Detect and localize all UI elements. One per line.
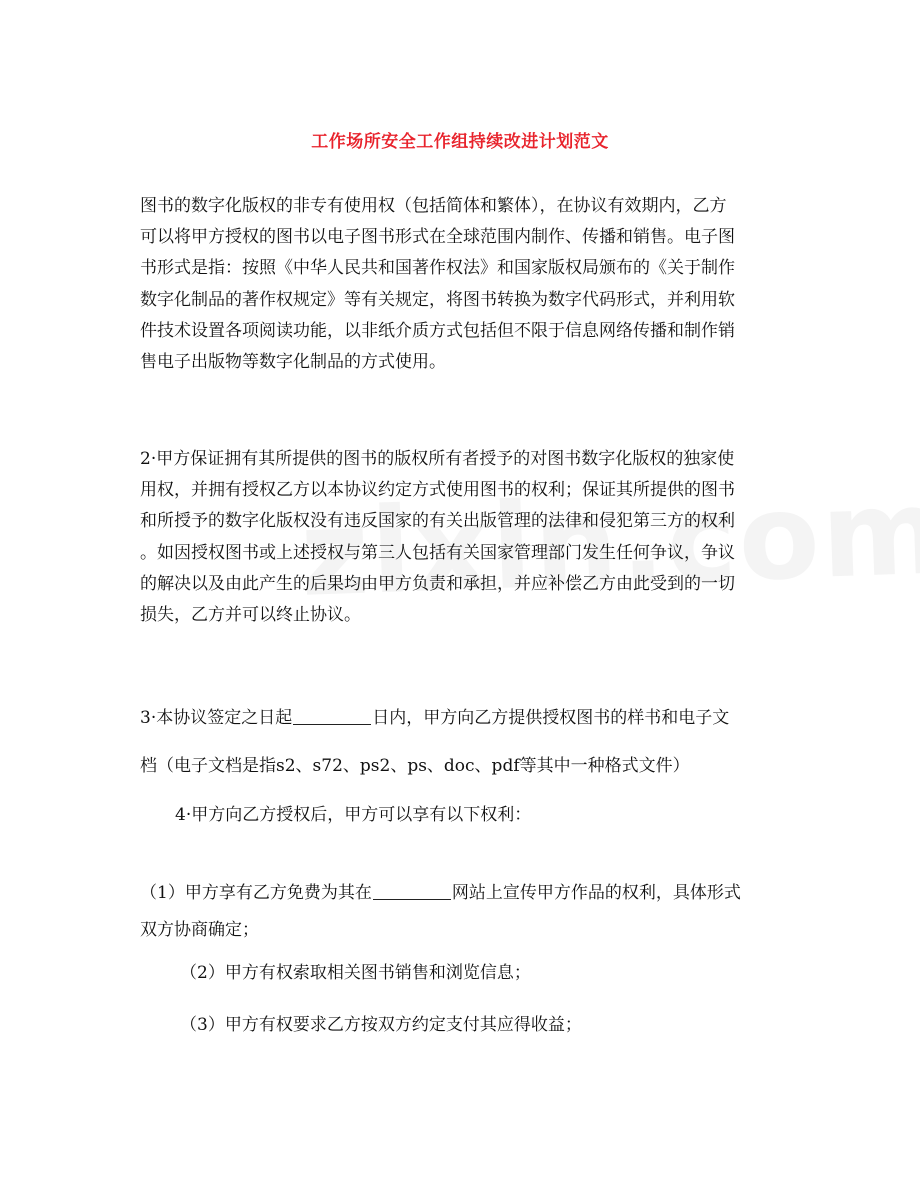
list-item-3-text: （3）甲方有权要求乙方按双方约定支付其应得收益； xyxy=(180,1015,582,1035)
paragraph-1 xyxy=(140,191,790,378)
paragraph-5-line: 双方协商确定； xyxy=(140,920,259,940)
paragraph-1-line: 数字化制品的著作权规定》等有关规定，将图书转换为数字代码形式，并利用软 xyxy=(140,289,735,310)
blank-website-field xyxy=(373,883,451,900)
paragraph-3-text-after-blank: 日内，甲方向乙方提供授权图书的样书和电子文 xyxy=(372,708,730,728)
paragraph-1-line: 件技术设置各项阅读功能，以非纸介质方式包括但不限于信息网络传播和制作销 xyxy=(140,320,735,341)
paragraph-3-line: 档（电子文档是指s2、s72、ps2、ps、doc、pdf等其中一种格式文件） xyxy=(140,756,690,776)
paragraph-2-line: 2·甲方保证拥有其所提供的图书的版权所有者授予的对图书数字化版权的独家使 xyxy=(140,449,735,469)
paragraph-1-line: 售电子出版物等数字化制品的方式使用。 xyxy=(140,351,446,372)
paragraph-5-text-before-blank: （1）甲方享有乙方免费为其在 xyxy=(140,883,372,903)
paragraph-3 xyxy=(140,703,790,799)
paragraph-5 xyxy=(140,878,790,952)
paragraph-2-line: 损失，乙方并可以终止协议。 xyxy=(140,604,361,625)
blank-days-field xyxy=(293,708,371,725)
paragraph-1-line: 书形式是指：按照《中华人民共和国著作权法》和国家版权局颁布的《关于制作 xyxy=(140,258,735,279)
paragraph-2-line: 用权，并拥有授权乙方以本协议约定方式使用图书的权利；保证其所提供的图书 xyxy=(140,480,735,501)
paragraph-3-line xyxy=(140,703,790,751)
list-item-3 xyxy=(180,1010,830,1041)
list-item-2-text: （2）甲方有权索取相关图书销售和浏览信息； xyxy=(180,963,531,983)
list-item-2 xyxy=(180,958,830,989)
paragraph-2 xyxy=(140,444,790,631)
document-title: 工作场所安全工作组持续改进计划范文 xyxy=(311,132,609,152)
paragraph-2-line: 的解决以及由此产生的后果均由甲方负责和承担，并应补偿乙方由此受到的一切 xyxy=(140,573,735,594)
paragraph-1-line: 图书的数字化版权的非专有使用权（包括简体和繁体），在协议有效期内，乙方 xyxy=(140,196,727,216)
paragraph-4 xyxy=(175,800,825,831)
paragraph-1-line: 可以将甲方授权的图书以电子图书形式在全球范围内制作、传播和销售。电子图 xyxy=(140,227,735,248)
paragraph-5-text-after-blank: 网站上宣传甲方作品的权利，具体形式 xyxy=(451,883,741,903)
paragraph-3-text-before-blank: 3·本协议签定之日起 xyxy=(140,708,293,728)
paragraph-2-line: 和所授予的数字化版权没有违反国家的有关出版管理的法律和侵犯第三方的权利 xyxy=(140,511,735,532)
paragraph-5-line xyxy=(140,878,790,915)
paragraph-4-line: 4·甲方向乙方授权后，甲方可以享有以下权利： xyxy=(175,805,532,825)
paragraph-2-line: 。如因授权图书或上述授权与第三人包括有关国家管理部门发生任何争议，争议 xyxy=(140,542,735,563)
